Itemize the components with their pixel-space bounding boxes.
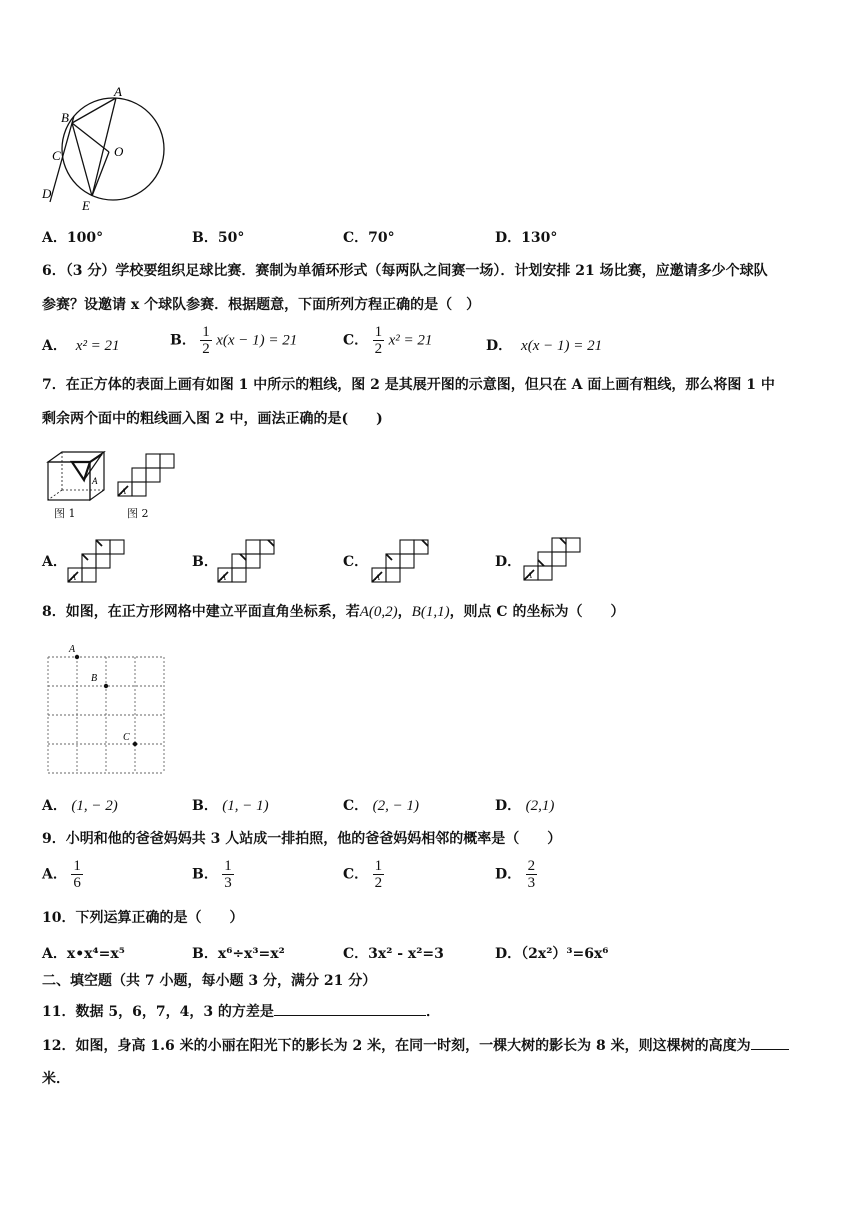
q6-stem-line1: 6．（3 分）学校要组织足球比赛．赛制为单循环形式（每两队之间赛一场）．计划安排 21 场比赛，应邀请多少个球队 (42, 263, 768, 279)
q10-stem: 10．下列运算正确的是（ ） (42, 910, 244, 926)
q8-option-c: C． (2, − 1) (343, 798, 419, 814)
q9-stem: 9．小明和他的爸爸妈妈共 3 人站成一排拍照，他的爸爸妈妈相邻的概率是（ ） (42, 831, 562, 847)
q8-option-d: D． (2,1) (495, 798, 555, 814)
q9-option-b: B． $\frac{1}{3}$ (192, 858, 232, 891)
q11-answer-blank[interactable] (274, 1001, 426, 1016)
q5-option-b: B．50° (192, 230, 245, 246)
q12-stem-line2: 米． (42, 1071, 70, 1087)
net-d-face-label: A (527, 571, 532, 580)
q7-option-b-net (216, 538, 278, 584)
q11-stem: 11．数据 5，6，7，4，3 的方差是 ． (42, 1001, 440, 1022)
grid-label-B: B (91, 673, 98, 684)
q7-option-c-net (370, 538, 432, 584)
label-D: D (42, 186, 52, 201)
q7-net-figure (116, 452, 178, 498)
q10-option-a: A．x•x⁴=x⁵ (42, 946, 125, 962)
q9-option-a: A． $\frac{1}{6}$ (42, 858, 81, 891)
label-O: O (114, 144, 124, 159)
q8-option-b: B． (1, − 1) (192, 798, 269, 814)
q12-stem-line1: 12．如图，身高 1.6 米的小丽在阳光下的影长为 2 米，在同一时刻，一棵大树的影长为 8 米，则这棵树的高度为 (42, 1035, 789, 1056)
q7-option-c-label: C． (343, 554, 369, 570)
cube-face-label: A (92, 476, 98, 486)
q10-option-d: D．（2x²）³=6x⁶ (495, 946, 609, 962)
q7-option-a-net (66, 538, 128, 584)
grid-label-A: A (69, 644, 76, 655)
q7-fig2-caption: 图 2 (127, 507, 149, 520)
net-b-face-label: A (221, 573, 226, 582)
section-2-title: 二、填空题（共 7 小题，每小题 3 分，满分 21 分） (42, 973, 377, 989)
q7-stem-line2: 剩余两个面中的粗线画入图 2 中，画法正确的是( ) (42, 411, 383, 427)
grid-label-C: C (123, 732, 130, 743)
q7-stem-line1: 7．在正方体的表面上画有如图 1 中所示的粗线，图 2 是其展开图的示意图，但只在 A 面上画有粗线，那么将图 1 中 (42, 377, 775, 393)
q8-stem: 8．如图，在正方形网格中建立平面直角坐标系，若A(0,2)，B(1,1)，则点 C 的坐标为（ ） (42, 604, 625, 620)
q5-option-a: A．100° (42, 230, 104, 246)
q6-option-b: B． $\frac{1}{2}$ x(x − 1) = 21 (170, 324, 298, 357)
label-A: A (114, 84, 122, 99)
q7-option-b-label: B． (192, 554, 218, 570)
label-B: B (61, 110, 69, 125)
q7-option-d-label: D． (495, 554, 522, 570)
net-face-label: A (121, 487, 126, 496)
q9-option-c: C． $\frac{1}{2}$ (343, 858, 383, 891)
label-C: C (52, 148, 61, 163)
q5-circle-figure (30, 82, 170, 217)
q10-option-c: C．3x² - x²=3 (343, 946, 444, 962)
q9-option-d: D． $\frac{2}{3}$ (495, 858, 536, 891)
q5-option-c: C．70° (343, 230, 395, 246)
q7-fig1-caption: 图 1 (54, 507, 76, 520)
q8-option-a: A． (1, − 2) (42, 798, 118, 814)
q7-option-d-net (522, 536, 584, 582)
q6-option-d: D． x(x − 1) = 21 (486, 338, 603, 354)
q5-option-d: D．130° (495, 230, 558, 246)
q6-option-a: A． x² = 21 (42, 338, 120, 354)
q12-answer-blank[interactable] (751, 1035, 789, 1050)
q7-cube-figure (44, 448, 110, 504)
net-c-face-label: A (375, 573, 380, 582)
q6-option-c: C． $\frac{1}{2}$ x² = 21 (343, 324, 433, 357)
label-E: E (82, 198, 90, 213)
net-a-face-label: A (71, 573, 76, 582)
q10-option-b: B．x⁶÷x³=x² (192, 946, 285, 962)
q6-stem-line2: 参赛？设邀请 x 个球队参赛．根据题意，下面所列方程正确的是（ ） (42, 297, 481, 313)
q8-grid-figure (40, 642, 170, 778)
q7-option-a-label: A． (42, 554, 67, 570)
